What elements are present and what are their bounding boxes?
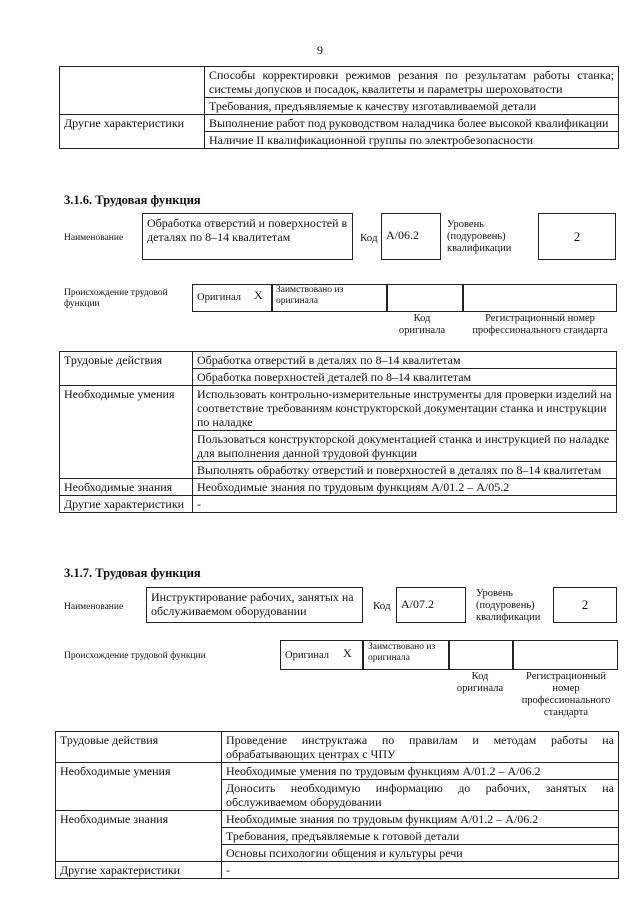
name-label: Наименование [64,602,124,612]
top-table [59,66,619,149]
table-label: Необходимые умения [56,763,222,811]
f317-table [55,731,619,879]
level-value: 2 [538,213,616,260]
divider [462,284,464,312]
divider [362,640,364,670]
name-label: Наименование [64,233,124,243]
original-label: Оригинал [197,292,241,303]
table-cell: - [222,862,619,879]
table-cell: Требования, предъявляемые к качеству изготавливаемой детали [205,98,619,115]
code-label: Код [373,600,391,612]
origin-label: Происхождение трудовой функции [64,651,206,661]
table-label: Необходимые знания [56,811,222,862]
table-cell: Обработка поверхностей деталей по 8–14 квалитетам [193,369,617,386]
table-cell: Выполнять обработку отверстий и поверхностей в деталях по 8–14 квалитетам [193,462,617,479]
table-cell: Обработка отверстий в деталях по 8–14 квалитетам [193,352,617,369]
page-number: 9 [317,43,323,57]
table-label: Трудовые действия [56,732,222,763]
level-label: Уровень (подуровень) квалификации [476,588,541,623]
table-label: Необходимые умения [60,386,193,479]
section-title: 3.1.6. Трудовая функция [64,193,201,207]
code-original-label: Код оригинала [398,313,446,336]
code-value: A/07.2 [396,587,466,623]
f316-table [59,351,617,513]
reg-number-label: Регистрационный номер профессионального стандарта [472,313,608,336]
table-cell: Необходимые умения по трудовым функциям А/01.2 – А/06.2 [222,763,619,780]
origin-label: Происхождение трудовой функции [64,288,168,309]
borrowed-label: Заимствовано из оригинала [276,285,344,306]
level-value: 2 [553,587,617,623]
table-cell: Доносить необходимую информацию до рабочих, занятых на обслуживаемом оборудовании [222,780,619,811]
original-label: Оригинал [285,650,329,661]
original-mark: X [343,646,352,660]
reg-number-label: Регистрационный номер профессионального стандарта [521,671,611,718]
table-cell: Пользоваться конструкторской документацией станка и инструкцией по наладке для выполнения данной трудовой функции [193,431,617,462]
table-label: Другие характеристики [60,115,205,149]
table-cell: Основы психологии общения и культуры речи [222,845,619,862]
divider [386,284,388,312]
code-value: A/06.2 [381,213,441,260]
table-label: Трудовые действия [60,352,193,386]
table-cell: Использовать контрольно-измерительные инструменты для проверки изделий на соответствие требованиям конструкторской документации станка и инструкции по наладке [193,386,617,431]
table-label: Другие характеристики [60,496,193,513]
table-cell: Необходимые знания по трудовым функциям А/01.2 – А/05.2 [193,479,617,496]
divider [271,284,273,312]
table-cell: Необходимые знания по трудовым функциям А/01.2 – А/06.2 [222,811,619,828]
table-label [60,67,205,115]
name-value: Обработка отверстий и поверхностей в деталях по 8–14 квалитетам [142,213,353,260]
table-cell: Выполнение работ под руководством наладчика более высокой квалификации [205,115,619,132]
table-cell: Способы корректировки режимов резания по результатам работы станка; системы допусков и посадок, квалитеты и параметры шероховатости [205,67,619,98]
code-label: Код [360,232,378,244]
section-title: 3.1.7. Трудовая функция [64,566,201,580]
table-cell: Требования, предъявляемые к готовой детали [222,828,619,845]
original-mark: X [254,288,263,302]
borrowed-label: Заимствовано из оригинала [368,642,436,663]
table-cell: - [193,496,617,513]
table-label: Необходимые знания [60,479,193,496]
name-value: Инструктирование рабочих, занятых на обслуживаемом оборудовании [146,587,363,623]
divider [512,640,514,670]
level-label: Уровень (подуровень) квалификации [447,219,512,254]
table-cell: Наличие II квалификационной группы по электробезопасности [205,132,619,149]
code-original-label: Код оригинала [456,671,504,694]
divider [448,640,450,670]
table-label: Другие характеристики [56,862,222,879]
table-cell: Проведение инструктажа по правилам и методам работы на обрабатывающих центрах с ЧПУ [222,732,619,763]
